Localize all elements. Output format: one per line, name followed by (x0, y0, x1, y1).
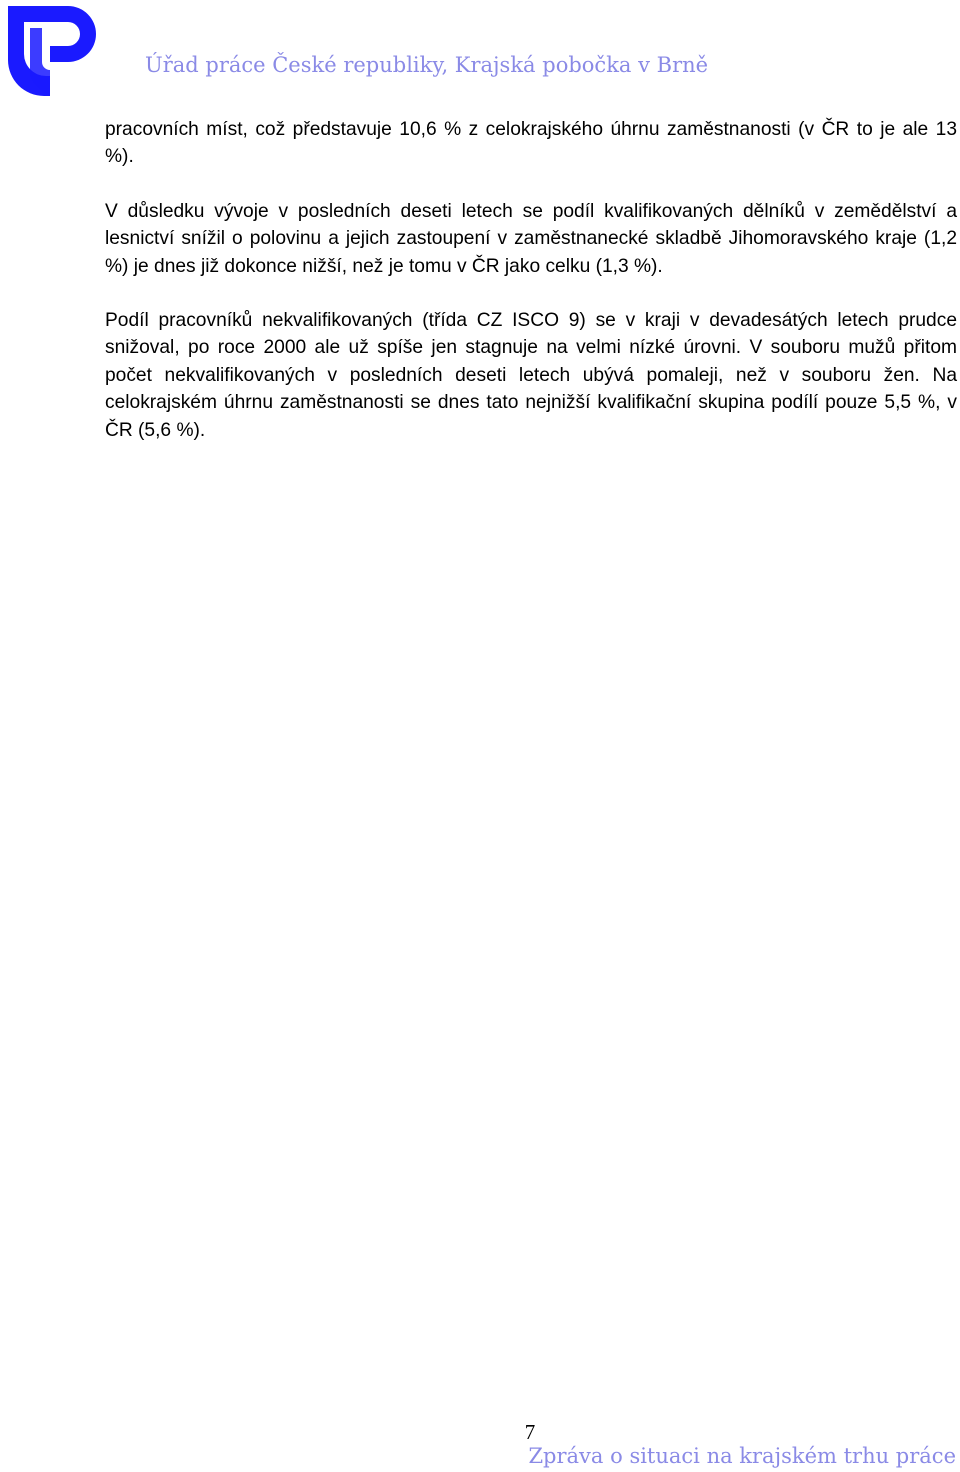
footer-title: Zpráva o situaci na krajském trhu práce (528, 1444, 956, 1468)
paragraph: V důsledku vývoje v posledních deseti letech se podíl kvalifikovaných dělníků v zemědělství a lesnictví snížil o polovinu a jejich zastoupení v zaměstnanecké skladbě Jihomoravského kraje (1,2 %) je dnes již dokonce nižší, než je tomu v ČR jako celku (1,3 %). (105, 200, 957, 277)
logo-icon (2, 2, 100, 100)
paragraph: Podíl pracovníků nekvalifikovaných (třída CZ ISCO 9) se v kraji v devadesátých letech prudce snižoval, po roce 2000 ale už spíše jen stagnuje na velmi nízké úrovni. V souboru mužů přitom počet nekvalifikovaných v posledních deseti letech ubývá pomaleji, než v souboru žen. Na celokrajském úhrnu zaměstnanosti se dnes tato nejnižší kvalifikační skupina podílí pouze 5,5 %, v ČR (5,6 %). (105, 310, 957, 441)
urad-prace-logo (2, 2, 100, 100)
paragraph: pracovních míst, což představuje 10,6 % z celokrajského úhrnu zaměstnanosti (v ČR to je ale 13 %). (105, 119, 957, 168)
header-title: Úřad práce České republiky, Krajská pobočka v Brně (145, 53, 709, 77)
document-body (105, 116, 957, 471)
page-number: 7 (524, 1420, 536, 1444)
